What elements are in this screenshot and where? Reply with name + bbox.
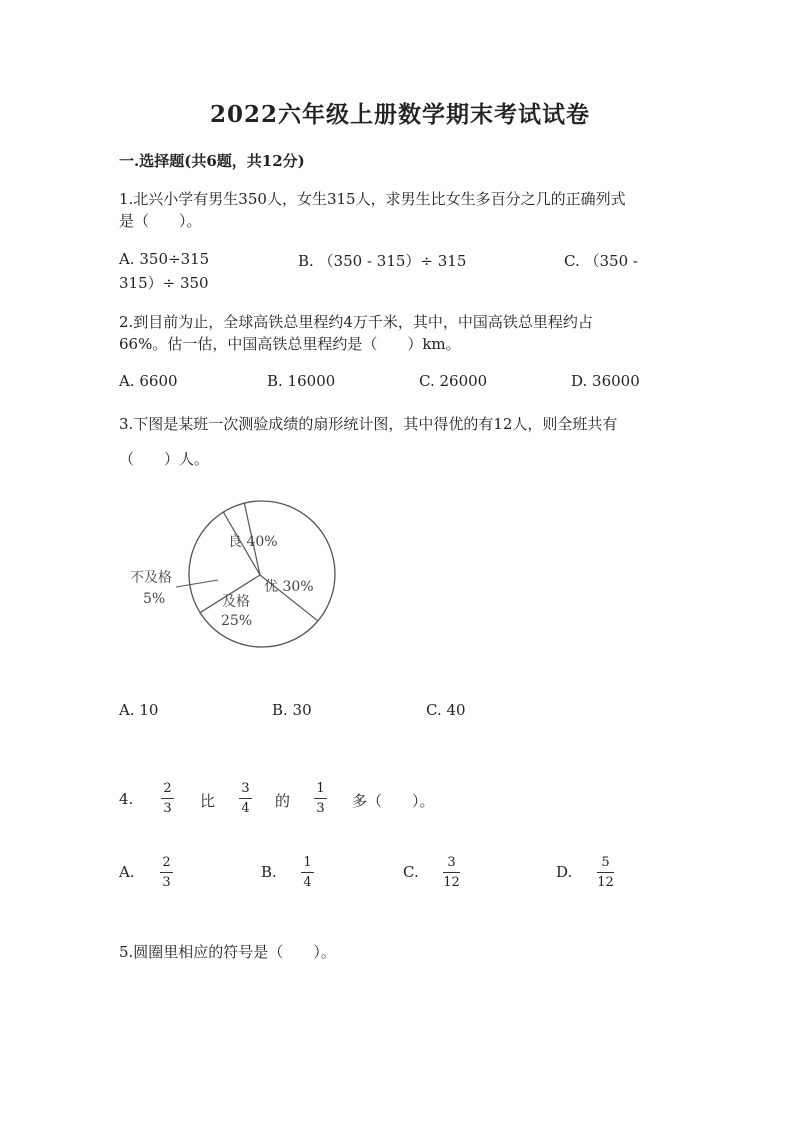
q3-stem-line1: 3.下图是某班一次测验成绩的扇形统计图，其中得优的有12人，则全班共有 bbox=[119, 415, 618, 433]
pie-leader-line bbox=[176, 580, 218, 587]
q4-fraction-1 bbox=[161, 781, 174, 816]
q3-stem-line2: （ ）人。 bbox=[119, 450, 210, 468]
q1-option-c-cont: 315）÷ 350 bbox=[119, 274, 209, 292]
pie-outline bbox=[189, 501, 335, 647]
q1-stem-line2: 是（ ）。 bbox=[119, 212, 202, 230]
q4-fraction-3 bbox=[314, 781, 327, 816]
pie-label-3-1: 5% bbox=[143, 591, 166, 607]
q2-stem-line1: 2.到目前为止，全球高铁总里程约4万千米，其中，中国高铁总里程约占 bbox=[119, 313, 593, 331]
q4-number: 4. bbox=[119, 790, 134, 808]
numerator: 1 bbox=[316, 781, 325, 796]
q4-option-c[interactable]: C. bbox=[403, 863, 419, 881]
pie-label-3-0: 不及格 bbox=[130, 570, 172, 586]
denominator: 12 bbox=[443, 875, 460, 890]
denominator: 4 bbox=[241, 801, 250, 816]
q2-option-d[interactable]: D. 36000 bbox=[571, 372, 640, 390]
numerator: 2 bbox=[162, 855, 171, 870]
denominator: 3 bbox=[162, 875, 171, 890]
q4-word-de: 的 bbox=[275, 792, 291, 810]
q2-stem-line2: 66%。估一估，中国高铁总里程约是（ ）km。 bbox=[119, 335, 461, 353]
numerator: 5 bbox=[601, 855, 610, 870]
q2-option-c[interactable]: C. 26000 bbox=[419, 372, 488, 390]
q2-option-a[interactable]: A. 6600 bbox=[119, 372, 178, 390]
q3-option-a[interactable]: A. 10 bbox=[119, 701, 159, 719]
denominator: 3 bbox=[163, 801, 172, 816]
denominator: 4 bbox=[303, 875, 312, 890]
q4-option-b[interactable]: B. bbox=[261, 863, 277, 881]
q4-option-b-fraction bbox=[301, 855, 314, 890]
q4-word-bi: 比 bbox=[200, 792, 216, 810]
q3-option-b[interactable]: B. 30 bbox=[272, 701, 312, 719]
numerator: 3 bbox=[447, 855, 456, 870]
pie-label-0-0: 良 40% bbox=[228, 534, 278, 550]
q4-option-a-fraction bbox=[160, 855, 173, 890]
q4-tail: 多（ ）。 bbox=[352, 792, 435, 810]
page-title: 2022六年级上册数学期末考试试卷 bbox=[209, 101, 590, 128]
q2-option-b[interactable]: B. 16000 bbox=[267, 372, 336, 390]
numerator: 2 bbox=[163, 781, 172, 796]
pie-label-1-0: 优 30% bbox=[264, 579, 314, 595]
q3-option-c[interactable]: C. 40 bbox=[426, 701, 466, 719]
q1-option-a[interactable]: A. 350÷315 bbox=[119, 250, 210, 268]
pie-label-2-0: 及格 bbox=[222, 594, 250, 610]
denominator: 12 bbox=[597, 875, 614, 890]
pie-label-2-1: 25% bbox=[221, 613, 253, 629]
numerator: 1 bbox=[303, 855, 312, 870]
q4-fraction-2 bbox=[239, 781, 252, 816]
pie-chart bbox=[118, 500, 348, 660]
q4-option-d-fraction bbox=[597, 855, 614, 890]
q1-stem-line1: 1.北兴小学有男生350人，女生315人，求男生比女生多百分之几的正确列式 bbox=[119, 190, 626, 208]
q1-option-b[interactable]: B. （350 - 315）÷ 315 bbox=[298, 252, 467, 270]
q1-option-c[interactable]: C. （350 - bbox=[564, 252, 638, 270]
q4-option-d[interactable]: D. bbox=[556, 863, 573, 881]
q4-option-c-fraction bbox=[443, 855, 460, 890]
q4-option-a[interactable]: A. bbox=[119, 863, 135, 881]
denominator: 3 bbox=[316, 801, 325, 816]
q5-stem: 5.圆圈里相应的符号是（ ）。 bbox=[119, 943, 336, 961]
section-heading: 一.选择题(共6题，共12分) bbox=[119, 152, 305, 170]
numerator: 3 bbox=[241, 781, 250, 796]
